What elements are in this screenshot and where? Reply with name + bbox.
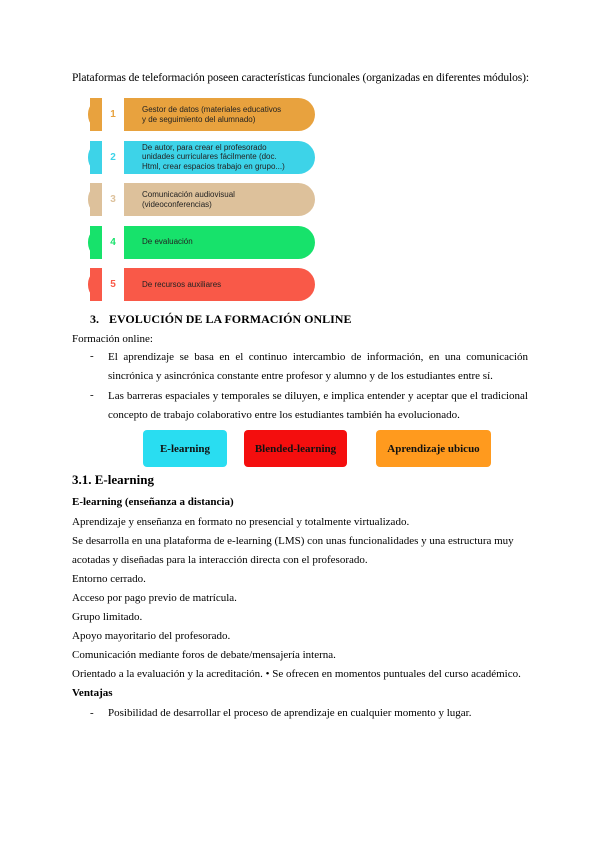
- intro-text: Plataformas de teleformación poseen características funcionales (organizadas en diferentes módulos):: [72, 72, 529, 84]
- section-3-heading: [90, 312, 351, 327]
- module-number: 5: [102, 268, 124, 301]
- section-3-title: EVOLUCIÓN DE LA FORMACIÓN ONLINE: [109, 312, 352, 326]
- bullet-dash: -: [90, 350, 94, 362]
- module-2: [90, 141, 315, 174]
- module-text: De recursos auxiliares: [142, 279, 222, 289]
- body-line: Comunicación mediante foros de debate/mensajería interna.: [72, 649, 336, 661]
- pill-e-learning: E-learning: [143, 430, 227, 467]
- ventajas-heading: Ventajas: [72, 687, 113, 699]
- body-line: Se desarrolla en una plataforma de e-learning (LMS) con unas funcionalidades y una estructura muy: [72, 535, 514, 547]
- module-number: 2: [102, 141, 124, 174]
- bullet-text: El aprendizaje se basa en el continuo intercambio de información, en una comunicación sincrónica y asincrónica constante entre profesor y alumno y de los estudiantes entre sí.: [108, 351, 528, 382]
- module-number: 3: [102, 183, 124, 216]
- body-line: Orientado a la evaluación y la acreditación. • Se ofrecen en momentos puntuales del curso académico.: [72, 668, 521, 680]
- body-line: Acceso por pago previo de matrícula.: [72, 592, 237, 604]
- body-line: acotadas y diseñadas para la interacción directa con el profesorado.: [72, 554, 368, 566]
- module-text: Comunicación audiovisual (videoconferencias): [142, 190, 235, 209]
- module-number: 1: [102, 98, 124, 131]
- pill-blended-learning: Blended-learning: [244, 430, 347, 467]
- bullet-text: Posibilidad de desarrollar el proceso de aprendizaje en cualquier momento y lugar.: [108, 707, 472, 719]
- body-line: Apoyo mayoritario del profesorado.: [72, 630, 231, 642]
- module-text: Gestor de datos (materiales educativos y de seguimiento del alumnado): [142, 105, 282, 124]
- module-4: [90, 226, 315, 259]
- module-text: De evaluación: [142, 237, 193, 247]
- bullet-dash: -: [90, 707, 94, 719]
- elearning-heading: E-learning (enseñanza a distancia): [72, 496, 234, 508]
- module-number: 4: [102, 226, 124, 259]
- body-line: Entorno cerrado.: [72, 573, 146, 585]
- module-5: [90, 268, 315, 301]
- module-text: De autor, para crear el profesorado unidades curriculares fácilmente (doc. Html, crear espacios trabajo en grupo...): [142, 142, 285, 171]
- formacion-online-label: Formación online:: [72, 333, 153, 345]
- pill-aprendizaje-ubicuo: Aprendizaje ubicuo: [376, 430, 491, 467]
- section-3-1-heading: 3.1. E-learning: [72, 472, 154, 487]
- module-1: [90, 98, 315, 131]
- bullet-dash: -: [90, 389, 94, 401]
- modules-diagram: [90, 98, 315, 311]
- section-3-number: 3.: [90, 312, 99, 326]
- module-3: [90, 183, 315, 216]
- body-line: Grupo limitado.: [72, 611, 143, 623]
- body-line: Aprendizaje y enseñanza en formato no presencial y totalmente virtualizado.: [72, 516, 410, 528]
- bullet-text: Las barreras espaciales y temporales se diluyen, e implica entender y aceptar que el tradicional concepto de trabajo colaborativo entre los estudiantes también ha evolucionado.: [108, 390, 528, 421]
